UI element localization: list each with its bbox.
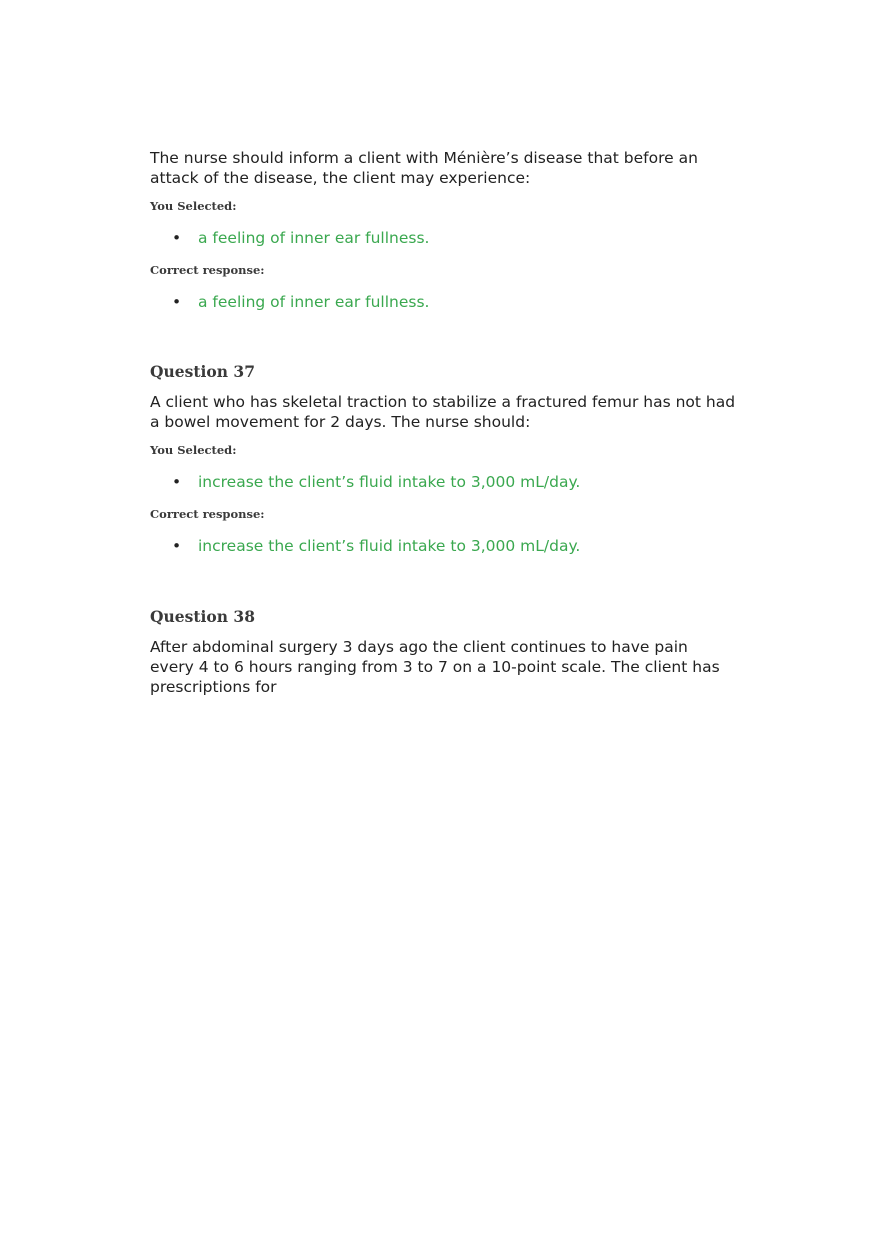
question-block-37 bbox=[150, 362, 750, 556]
list-item bbox=[150, 292, 750, 312]
correct-answer-list bbox=[150, 536, 750, 556]
list-item bbox=[150, 228, 750, 248]
you-selected-label: You Selected: bbox=[150, 443, 237, 457]
question-block-36 bbox=[150, 148, 750, 312]
question-heading: Question 37 bbox=[150, 362, 255, 381]
question-block-38 bbox=[150, 607, 750, 697]
you-selected-label: You Selected: bbox=[150, 199, 237, 213]
correct-answer: a feeling of inner ear fullness. bbox=[198, 293, 430, 311]
bullet-icon: • bbox=[172, 473, 182, 491]
selected-answer-list bbox=[150, 472, 750, 492]
selected-answer: a feeling of inner ear fullness. bbox=[198, 229, 430, 247]
list-item bbox=[150, 472, 750, 492]
bullet-icon: • bbox=[172, 537, 182, 555]
correct-response-label: Correct response: bbox=[150, 263, 265, 277]
question-text: The nurse should inform a client with Ménière’s disease that before an attack of the disease, the client may experience: bbox=[150, 149, 698, 187]
question-text: After abdominal surgery 3 days ago the client continues to have pain every 4 to 6 hours ranging from 3 to 7 on a 10-point scale. The client has prescriptions for bbox=[150, 638, 720, 696]
selected-answer: increase the client’s fluid intake to 3,000 mL/day. bbox=[198, 473, 581, 491]
correct-response-label: Correct response: bbox=[150, 507, 265, 521]
list-item bbox=[150, 536, 750, 556]
correct-answer: increase the client’s fluid intake to 3,000 mL/day. bbox=[198, 537, 581, 555]
bullet-icon: • bbox=[172, 229, 182, 247]
question-text: A client who has skeletal traction to stabilize a fractured femur has not had a bowel movement for 2 days. The nurse should: bbox=[150, 393, 736, 431]
selected-answer-list bbox=[150, 228, 750, 248]
question-heading: Question 38 bbox=[150, 607, 255, 626]
bullet-icon: • bbox=[172, 293, 182, 311]
correct-answer-list bbox=[150, 292, 750, 312]
